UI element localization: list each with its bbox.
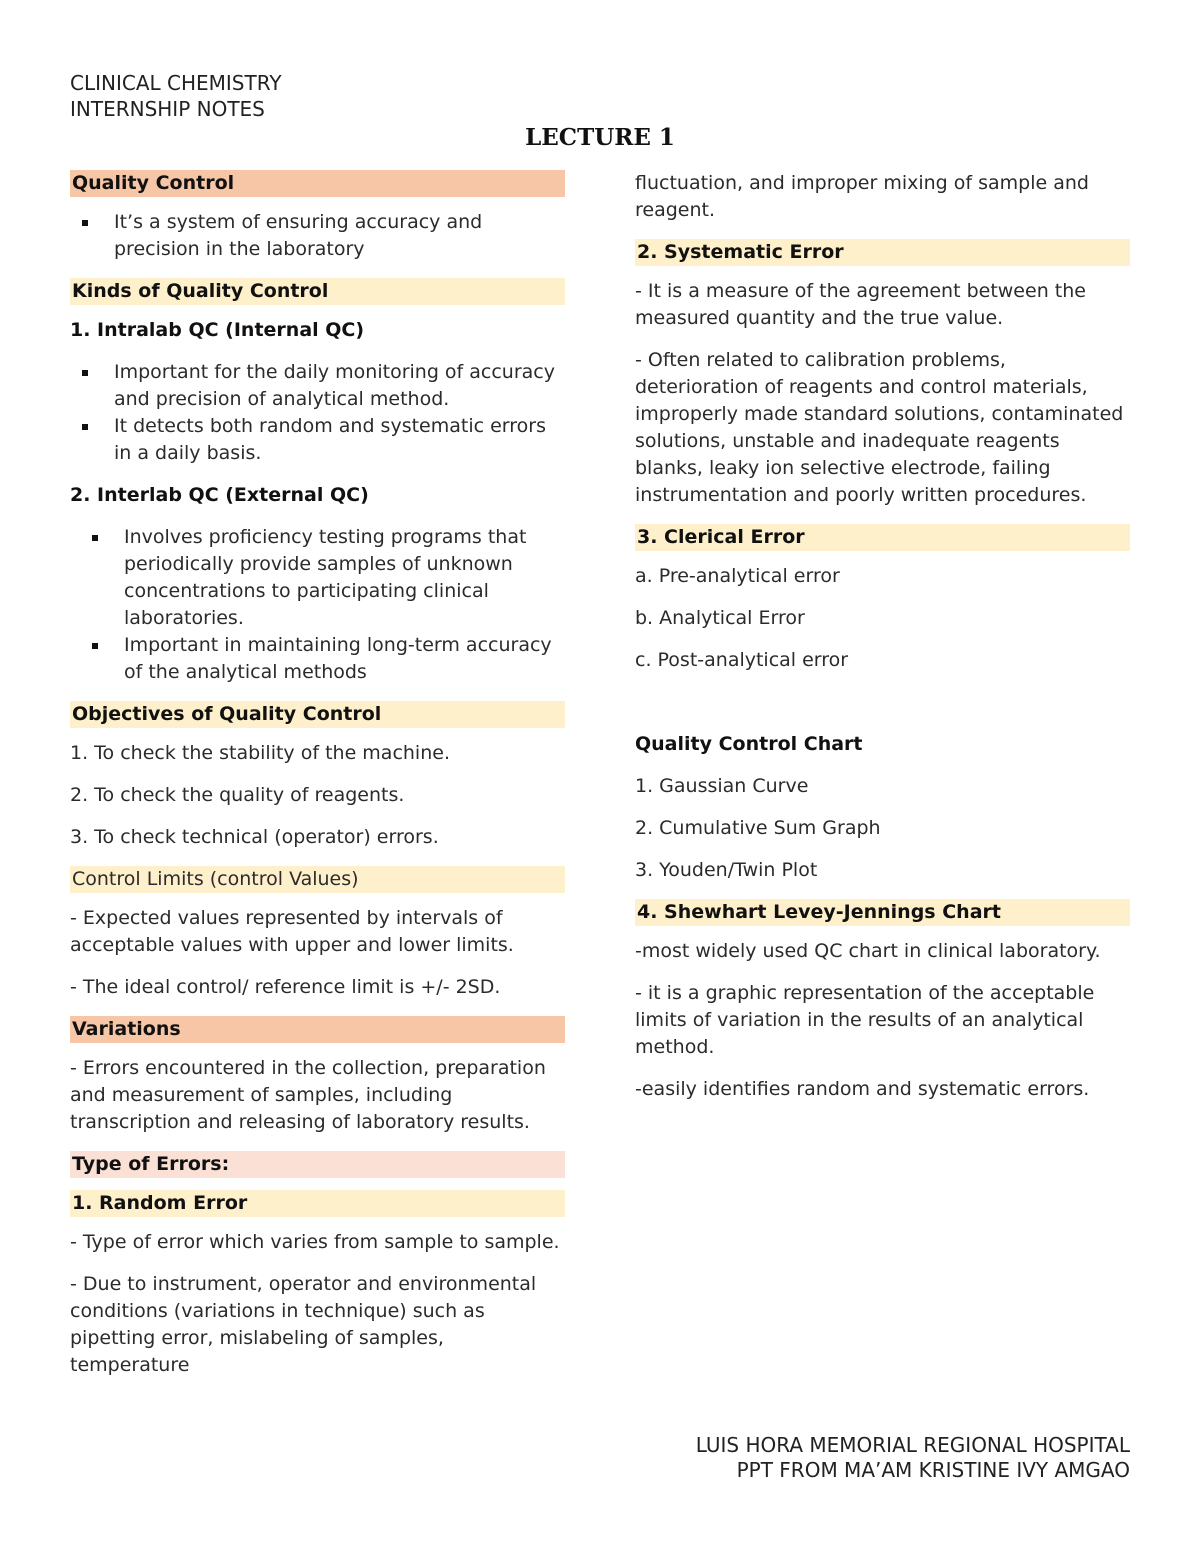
footer-line-1: LUIS HORA MEMORIAL REGIONAL HOSPITAL (695, 1433, 1130, 1457)
bullet-icon (92, 535, 98, 541)
systematic-error-paragraph: - It is a measure of the agreement between the measured quantity and the true value. (635, 280, 1086, 329)
bullet-icon (82, 370, 88, 376)
qc-chart-item: 1. Gaussian Curve (635, 775, 809, 797)
clerical-error-heading: 3. Clerical Error (635, 524, 1130, 551)
control-limits-paragraph: - The ideal control/ reference limit is +/- 2SD. (70, 976, 501, 998)
list-item: Important for the daily monitoring of accuracy and precision of analytical method. (70, 359, 565, 413)
shewhart-paragraph: - it is a graphic representation of the acceptable limits of variation in the results of an analytical method. (635, 982, 1095, 1058)
clerical-error-item: a. Pre-analytical error (635, 565, 840, 587)
header-line-2: INTERNSHIP NOTES (70, 97, 265, 121)
objectives-heading: Objectives of Quality Control (70, 701, 565, 728)
quality-control-bullets (70, 209, 565, 263)
random-error-paragraph: - Due to instrument, operator and environmental conditions (variations in technique) such as pipetting error, mislabeling of samples, temperature (70, 1273, 537, 1376)
kinds-heading: Kinds of Quality Control (70, 278, 565, 305)
control-limits-heading: Control Limits (control Values) (70, 866, 565, 893)
quality-control-heading: Quality Control (70, 170, 565, 197)
list-item: Involves proficiency testing programs that periodically provide samples of unknown concentrations to participating clinical laboratories. (70, 524, 565, 632)
left-column (70, 170, 565, 1394)
list-item: It detects both random and systematic errors in a daily basis. (70, 413, 565, 467)
random-error-heading: 1. Random Error (70, 1190, 565, 1217)
shewhart-heading: 4. Shewhart Levey-Jennings Chart (635, 899, 1130, 926)
bullet-icon (82, 220, 88, 226)
error-types-heading: Type of Errors: (70, 1151, 565, 1178)
systematic-error-heading: 2. Systematic Error (635, 239, 1130, 266)
clerical-error-item: b. Analytical Error (635, 607, 805, 629)
document-header (70, 70, 282, 122)
interlab-title: 2. Interlab QC (External QC) (70, 484, 369, 506)
random-error-continued: fluctuation, and improper mixing of sample and reagent. (635, 172, 1089, 221)
right-column (635, 170, 1130, 1118)
bullet-icon (82, 424, 88, 430)
section-spacer (635, 689, 1130, 731)
qc-chart-item: 2. Cumulative Sum Graph (635, 817, 881, 839)
intralab-title: 1. Intralab QC (Internal QC) (70, 319, 365, 341)
list-item: Important in maintaining long-term accuracy of the analytical methods (70, 632, 565, 686)
qc-chart-item: 3. Youden/Twin Plot (635, 859, 818, 881)
list-item: It’s a system of ensuring accuracy and precision in the laboratory (70, 209, 565, 263)
objective-item: 2. To check the quality of reagents. (70, 784, 405, 806)
intralab-bullets (70, 359, 565, 467)
shewhart-paragraph: -most widely used QC chart in clinical laboratory. (635, 940, 1101, 962)
interlab-bullets (70, 524, 565, 686)
variations-paragraph: - Errors encountered in the collection, preparation and measurement of samples, including transcription and releasing of laboratory results. (70, 1057, 546, 1133)
qc-chart-heading: Quality Control Chart (635, 733, 863, 755)
control-limits-paragraph: - Expected values represented by intervals of acceptable values with upper and lower limits. (70, 907, 514, 956)
random-error-paragraph: - Type of error which varies from sample to sample. (70, 1231, 560, 1253)
footer-line-2: PPT FROM MA’AM KRISTINE IVY AMGAO (736, 1458, 1130, 1482)
lecture-title: LECTURE 1 (525, 124, 675, 151)
bullet-icon (92, 643, 98, 649)
clerical-error-item: c. Post-analytical error (635, 649, 849, 671)
header-line-1: CLINICAL CHEMISTRY (70, 71, 282, 95)
variations-heading: Variations (70, 1016, 565, 1043)
document-footer (696, 1433, 1130, 1483)
systematic-error-paragraph: - Often related to calibration problems, deterioration of reagents and control materials, improperly made standard solutions, contaminated solutions, unstable and inadequate reagents blanks, leaky ion selective electrode, failing instrumentation and poorly written procedures. (635, 349, 1124, 506)
shewhart-paragraph: -easily identifies random and systematic errors. (635, 1078, 1090, 1100)
objective-item: 1. To check the stability of the machine. (70, 742, 450, 764)
objective-item: 3. To check technical (operator) errors. (70, 826, 439, 848)
